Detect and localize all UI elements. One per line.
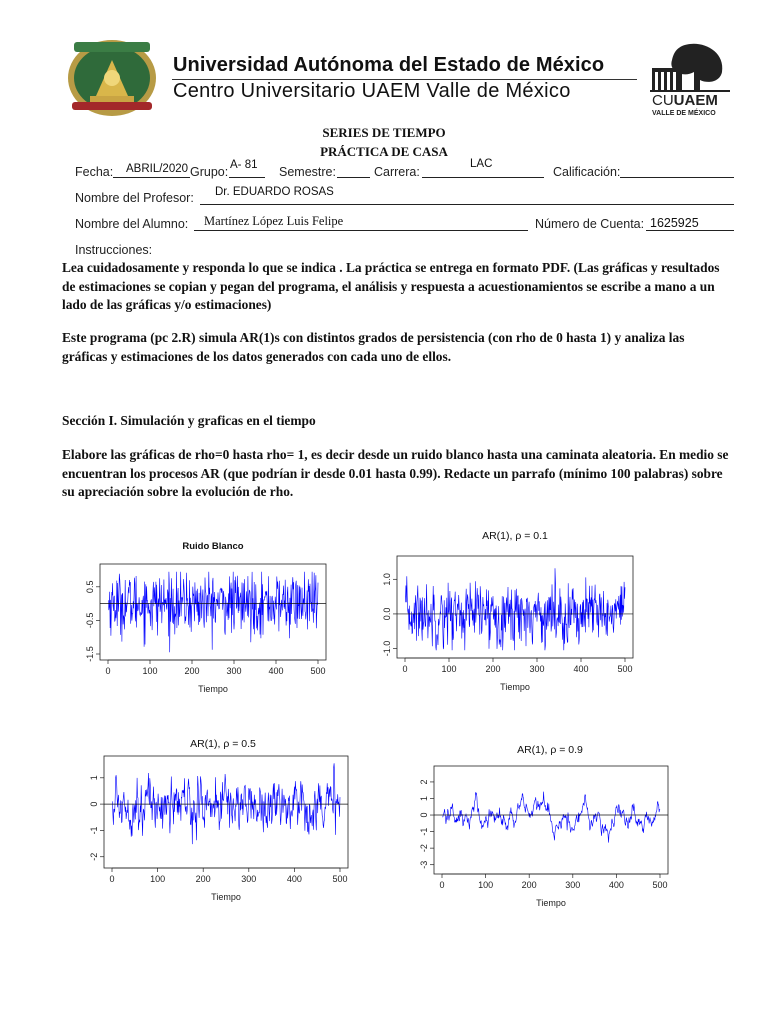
y-tick-label: -1: [89, 826, 99, 835]
x-tick-label: 400: [573, 664, 589, 674]
chart-ruido-blanco: [78, 536, 338, 701]
y-tick-label: 0: [89, 801, 99, 807]
series-line: [442, 792, 660, 843]
x-tick-label: 500: [617, 664, 633, 674]
y-tick-label: 2: [419, 779, 429, 785]
x-axis-label: Tiempo: [198, 684, 228, 694]
x-tick-label: 100: [441, 664, 457, 674]
grupo-value: A- 81: [230, 159, 258, 171]
profesor-value: Dr. EDUARDO ROSAS: [215, 186, 334, 198]
campus-name: Centro Universitario UAEM Valle de México: [173, 80, 571, 102]
series-line: [405, 568, 625, 650]
cu-text: CU: [652, 92, 674, 109]
x-tick-label: 500: [332, 874, 348, 884]
x-tick-label: 300: [226, 666, 242, 676]
x-axis-label: Tiempo: [536, 898, 566, 908]
chart-title: AR(1), ρ = 0.5: [190, 738, 256, 750]
carrera-label: Carrera:: [374, 165, 420, 179]
x-tick-label: 0: [109, 874, 115, 884]
plot-frame: [434, 766, 668, 874]
series-line: [108, 572, 318, 653]
y-tick-label: -3: [419, 860, 429, 869]
valle-text: VALLE DE MÉXICO: [652, 110, 716, 117]
y-tick-label: -0.5: [85, 612, 95, 629]
semestre-label: Semestre:: [279, 165, 336, 179]
instructions-paragraph: Lea cuidadosamente y responda lo que se indica . La práctica se entrega en formato PDF. (Las gráficas y resultados de estimaciones se copian y pegan del programa, el análisis y respuesta a acuestionamientos se escribe a mano a un lado de las gráficas y/o estimaciones): [62, 260, 720, 312]
program-paragraph: Este programa (pc 2.R) simula AR(1)s con distintos grados de persistencia (con rho de 0 hasta 1) y analiza las gráficas y estimaciones de los datos generados con cada uno de ellos.: [62, 330, 685, 364]
chart-title: AR(1), ρ = 0.9: [517, 744, 583, 756]
doc-title-2: PRÁCTICA DE CASA: [320, 144, 448, 159]
x-tick-label: 100: [142, 666, 158, 676]
y-tick-label: 1.0: [382, 573, 392, 586]
semestre-field: [337, 163, 370, 178]
x-tick-label: 500: [310, 666, 326, 676]
chart-ar1-rho-0-9: [400, 740, 680, 910]
task-paragraph: Elabore las gráficas de rho=0 hasta rho= 1, es decir desde un ruido blanco hasta una caminata aleatoria. En medio se encuentran los procesos AR (que podrían ir desde 0.01 hasta 0.99). Redacte un parrafo (mínimo 100 palabras) sobre su apreciación sobre la evolución de rho.: [62, 447, 729, 499]
seal-icon: [66, 38, 158, 118]
y-tick-label: 0.5: [85, 580, 95, 594]
alumno-label: Nombre del Alumno:: [75, 217, 189, 231]
chart-ar1-rho-0-5: [78, 734, 358, 909]
x-tick-label: 100: [150, 874, 166, 884]
y-tick-label: -1.0: [382, 640, 392, 657]
y-tick-label: -2: [89, 852, 99, 861]
calificacion-label: Calificación:: [553, 165, 621, 179]
profesor-label: Nombre del Profesor:: [75, 191, 194, 205]
y-tick-label: 0.0: [382, 607, 392, 621]
uaem-text: UAEM: [673, 92, 718, 109]
doc-title-1: SERIES DE TIEMPO: [322, 125, 446, 140]
y-tick-label: -1.5: [85, 646, 95, 662]
cuuaem-logo: [650, 42, 730, 120]
x-axis-label: Tiempo: [211, 892, 241, 902]
tree-building-icon: [650, 42, 730, 92]
x-tick-label: 400: [608, 880, 624, 890]
grupo-label: Grupo:: [190, 165, 229, 179]
x-tick-label: 400: [268, 666, 284, 676]
fecha-label: Fecha:: [75, 165, 114, 179]
x-tick-label: 200: [184, 666, 200, 676]
x-tick-label: 300: [241, 874, 257, 884]
university-seal-logo: [66, 38, 158, 118]
y-tick-label: 1: [419, 795, 429, 801]
cuenta-value: 1625925: [650, 216, 699, 230]
y-tick-label: 0: [419, 812, 429, 818]
series-line: [113, 763, 341, 844]
x-tick-label: 100: [478, 880, 494, 890]
fecha-value: ABRIL/2020: [126, 163, 189, 175]
university-name: Universidad Autónoma del Estado de México: [173, 54, 605, 76]
x-tick-label: 400: [286, 874, 302, 884]
x-tick-label: 200: [521, 880, 537, 890]
section-title: Sección I. Simulación y graficas en el tiempo: [62, 413, 316, 428]
y-tick-label: -1: [419, 827, 429, 836]
y-tick-label: -2: [419, 844, 429, 853]
x-tick-label: 0: [439, 880, 445, 890]
alumno-value: Martínez López Luis Felipe: [204, 214, 344, 228]
chart-title: Ruido Blanco: [182, 541, 244, 552]
x-tick-label: 0: [402, 664, 408, 674]
x-tick-label: 0: [105, 666, 111, 676]
carrera-value: LAC: [470, 158, 493, 170]
cuenta-label: Número de Cuenta:: [535, 217, 645, 231]
chart-ar1-rho-0-1: [370, 526, 640, 696]
calificacion-field: [620, 163, 734, 178]
x-tick-label: 300: [565, 880, 581, 890]
instrucciones-label: Instrucciones:: [75, 243, 153, 257]
x-tick-label: 200: [485, 664, 501, 674]
x-tick-label: 500: [652, 880, 668, 890]
y-tick-label: 1: [89, 775, 99, 781]
x-tick-label: 200: [195, 874, 211, 884]
x-axis-label: Tiempo: [500, 682, 530, 692]
chart-title: AR(1), ρ = 0.1: [482, 530, 548, 542]
x-tick-label: 300: [529, 664, 545, 674]
